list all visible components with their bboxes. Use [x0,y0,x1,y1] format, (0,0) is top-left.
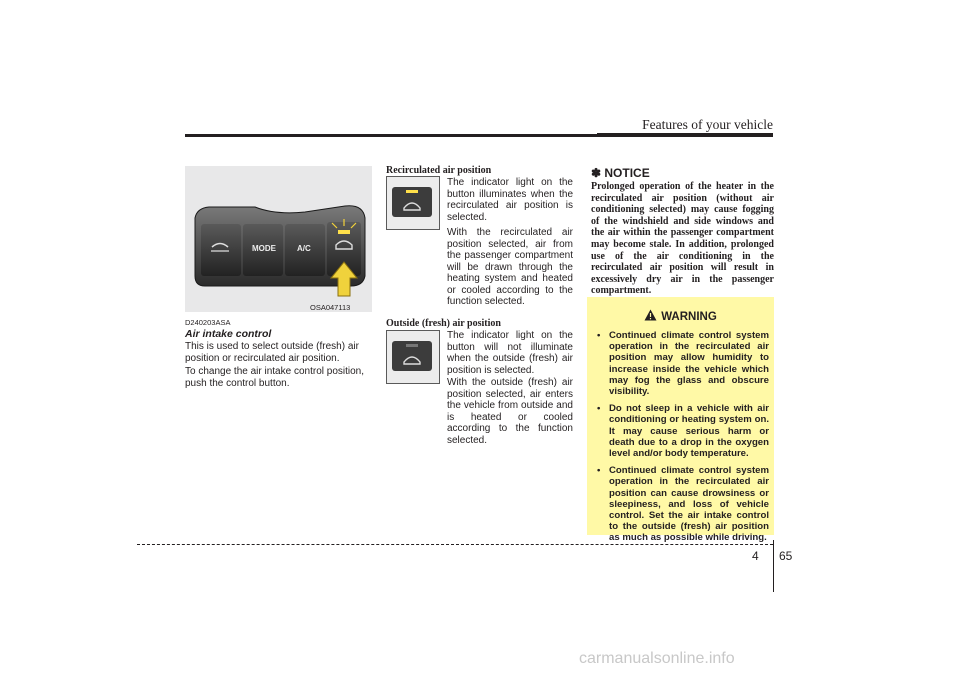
indicator-light-icon [406,190,418,193]
mode-label: MODE [252,244,276,253]
indicator-off-icon [406,344,418,347]
recirculation-icon [402,199,422,211]
climate-panel-illustration [185,166,372,312]
footer-rule [137,544,773,545]
warning-title: WARNING [661,311,717,323]
header-rule [185,134,773,137]
warning-item: • Continued climate control system operation in the recirculated air position may allow humidity to increase inside the vehicle which may fog the glass and obscure visibility. [595,330,769,397]
outside-para-2: With the outside (fresh) air position selected, air enters the vehicle from outside and is heated or cooled according to the function selected. [447,377,573,446]
warning-triangle-icon [644,309,657,321]
outside-air-icon [402,353,422,365]
outside-para-1: The indicator light on the button will not illuminate when the outside (fresh) air position is selected. [447,330,573,376]
warning-item: • Continued climate control system operation in the recirculated air position can cause drowsiness or sleepiness, and loss of vehicle control. Set the air intake control to the outside (fresh) air position as much as possible while driving. [595,465,769,543]
outside-button-image [386,330,440,384]
figure-code: OSA047113 [310,303,351,312]
recirc-button-image [386,176,440,230]
outside-heading: Outside (fresh) air position [386,318,501,329]
warning-box [587,297,774,544]
watermark: carmanualsonline.info [579,650,735,667]
warning-list [595,330,769,550]
ac-label: A/C [297,244,311,253]
reference-code: D240203ASA [185,318,231,327]
warning-item: • Do not sleep in a vehicle with air conditioning or heating system on. It may cause serious harm or death due to a drop in the oxygen level and/or body temperature. [595,403,769,459]
page-number-separator [773,540,774,592]
section-title: Features of your vehicle [642,117,773,132]
recirc-para-1: The indicator light on the button illuminates when the recirculated air position is selected. [447,177,573,223]
page-number: 65 [779,549,793,563]
defrost-key [201,224,241,276]
notice-title: ✽ NOTICE [591,166,650,180]
climate-panel-figure [185,166,372,312]
chapter-number: 4 [752,549,759,563]
warning-heading [587,309,774,323]
instruction-paragraph: To change the air intake control position, push the control button. [185,366,364,389]
notice-body: Prolonged operation of the heater in the recirculated air position (without air conditioning selected) may cause fogging of the windshield and side windows and the air within the passenger compartment may become stale. In addition, prolonged use of the air conditioning in the recirculated air position will result in excessively dry air in the passenger compartment. [591,181,774,297]
recirc-heading: Recirculated air position [386,165,492,176]
intro-paragraph: This is used to select outside (fresh) air position or recirculated air position. [185,341,359,364]
recirc-para-2: With the recirculated air position selected, air from the passenger compartment will be drawn through the heating system and heated or cooled according to the function selected. [447,227,573,307]
section-heading: Air intake control [185,328,272,340]
